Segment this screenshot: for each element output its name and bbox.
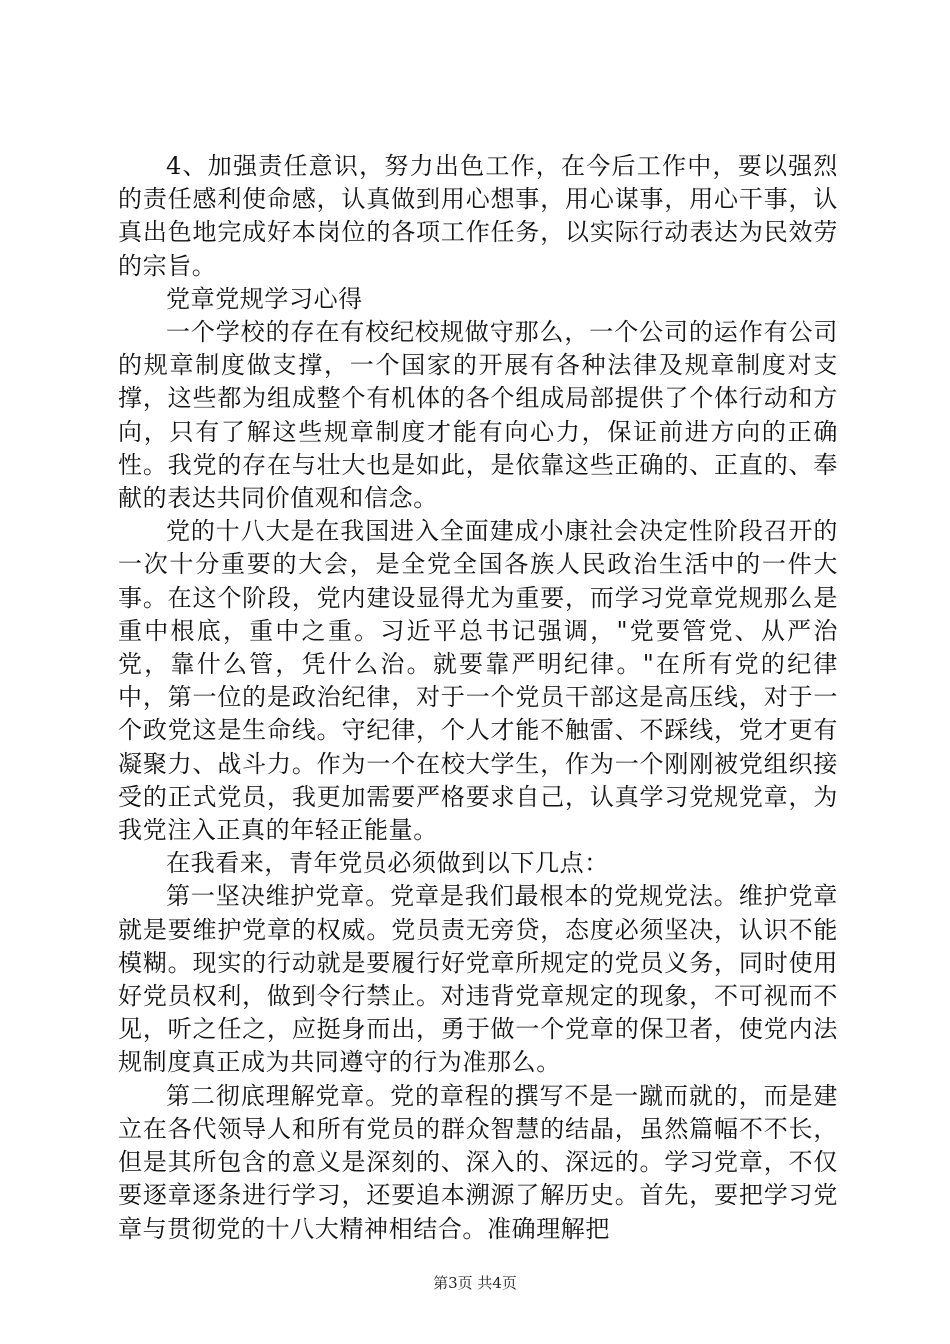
document-body — [118, 150, 838, 1246]
paragraph-responsibility: 4、加强责任意识，努力出色工作，在今后工作中，要以强烈的责任感利使命感，认真做到用心想事，用心谋事，用心干事，认真出色地完成好本岗位的各项工作任务，以实际行动表达为民效劳的宗旨。 — [118, 152, 838, 280]
paragraph-rules-intro: 一个学校的存在有校纪校规做守那么，一个公司的运作有公司的规章制度做支撑，一个国家的开展有各种法律及规章制度对支撑，这些都为组成整个有机体的各个组成局部提供了个体行动和方向，只有了解这些规章制度才能有向心力，保证前进方向的正确性。我党的存在与壮大也是如此，是依靠这些正确的、正直的、奉献的表达共同价值观和信念。 — [118, 318, 838, 513]
page-footer: 第3页 共4页 — [433, 1274, 517, 1292]
section-heading: 党章党规学习心得 — [166, 284, 363, 313]
paragraph-eighteenth-congress: 党的十八大是在我国进入全面建成小康社会决定性阶段召开的一次十分重要的大会，是全党全国各族人民政治生活中的一件大事。在这个阶段，党内建设显得尤为重要，而学习党章党规那么是重中根底，重中之重。习近平总书记强调，"党要管党、从严治党，靠什么管，凭什么治。就要靠严明纪律。"在所有党的纪律中，第一位的是政治纪律，对于一个党员干部这是高压线，对于一个政党这是生命线。守纪律，个人才能不触雷、不踩线，党才更有凝聚力、战斗力。作为一个在校大学生，作为一个刚刚被党组织接受的正式党员，我更加需要严格要求自己，认真学习党规党章，为我党注入正真的年轻正能量。 — [118, 517, 838, 845]
paragraph-points-intro: 在我看来，青年党员必须做到以下几点： — [166, 849, 609, 878]
paragraph-point-one: 第一坚决维护党章。党章是我们最根本的党规党法。维护党章就是要维护党章的权威。党员责无旁贷，态度必须坚决，认识不能模糊。现实的行动就是要履行好党章所规定的党员义务，同时使用好党员权利，做到令行禁止。对违背党章规定的现象，不可视而不见，听之任之，应挺身而出，勇于做一个党章的保卫者，使党内法规制度真正成为共同遵守的行为准那么。 — [118, 882, 838, 1077]
paragraph-point-two: 第二彻底理解党章。党的章程的撰写不是一蹴而就的，而是建立在各代领导人和所有党员的群众智慧的结晶，虽然篇幅不不长，但是其所包含的意义是深刻的、深入的、深远的。学习党章，不仅要逐章逐条进行学习，还要追本溯源了解历史。首先，要把学习党章与贯彻党的十八大精神相结合。准确理解把 — [118, 1081, 838, 1243]
